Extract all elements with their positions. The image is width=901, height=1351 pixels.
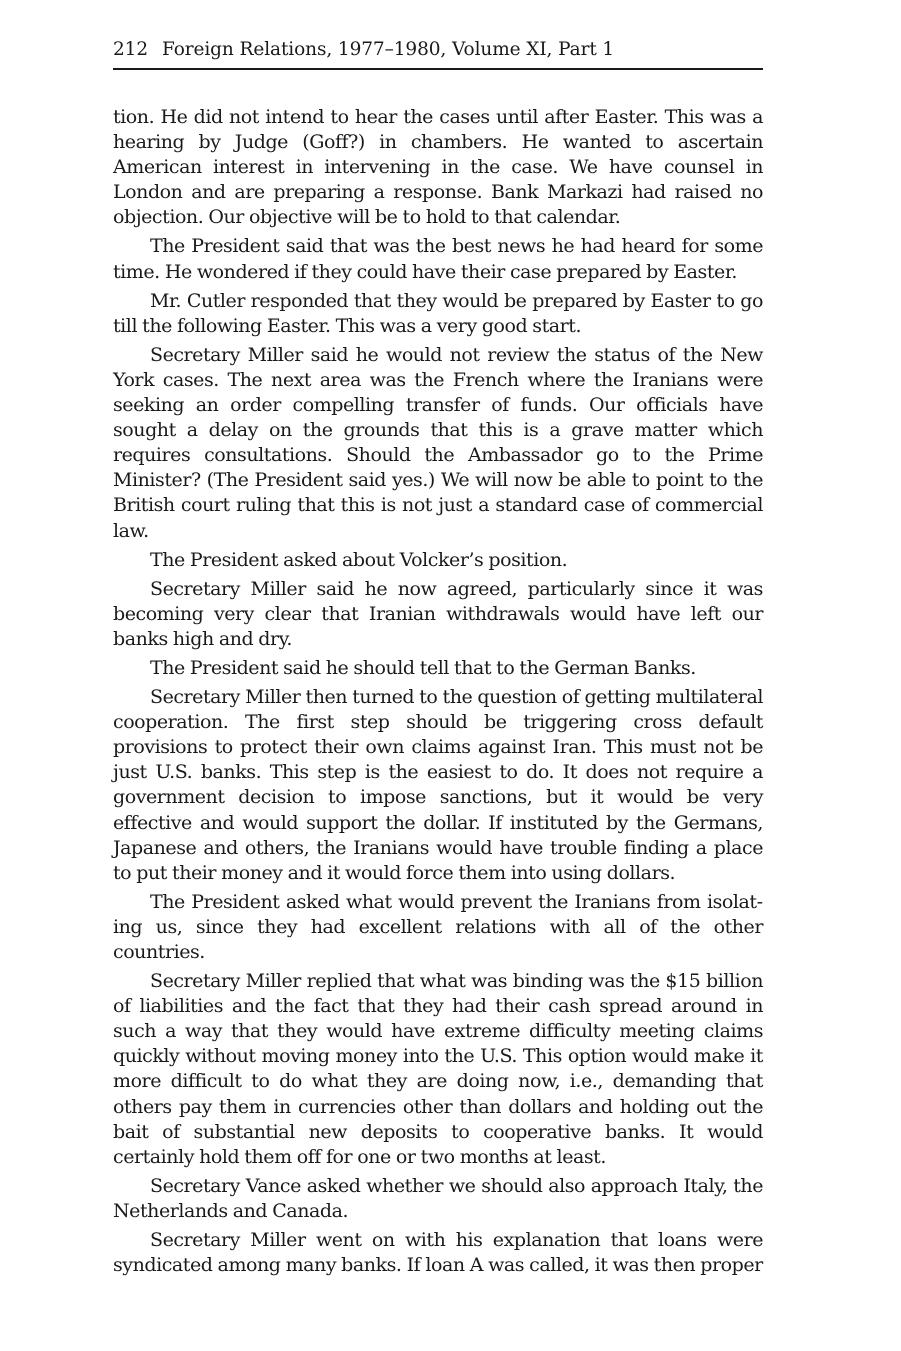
paragraph: Secretary Miller said he now agreed, particularly since it was becoming very clear that Iranian withdrawals would have left our banks high and dry. <box>113 577 763 650</box>
document-page <box>113 38 763 1282</box>
page-number: 212 <box>113 39 149 60</box>
paragraph: Secretary Miller replied that what was binding was the $15 billion of liabilities and the fact that they had their cash spread around in such a way that they would have extreme difficulty meeting claims quickly without moving money into the U.S. This option would make it more difficult to do what they are doing now, i.e., demanding that others pay them in currencies other than dollars and holding out the bait of substantial new deposits to cooperative banks. It would certainly hold them off for one or two months at least. <box>113 970 763 1168</box>
paragraph: The President said he should tell that to the German Banks. <box>150 656 696 679</box>
paragraph-continued: tion. He did not intend to hear the cases until after Easter. This was a hearing by Judge (Goff?) in chambers. He wanted to ascertain American interest in intervening in the case. We have counsel in London and are preparing a response. Bank Markazi had raised no objection. Our objective will be to hold to that calendar. <box>113 106 763 229</box>
paragraph: Secretary Vance asked whether we should also approach Italy, the Netherlands and Canada. <box>113 1174 763 1222</box>
paragraph: Secretary Miller said he would not review the status of the New York cases. The next area was the French where the Iranians were seeking an order compelling transfer of funds. Our officials have sought a delay on the grounds that this is a grave matter which requires consultations. Should the Ambassador go to the Prime Minister? (The President said yes.) We will now be able to point to the British court ruling that this is not just a standard case of commercial law. <box>113 343 763 542</box>
paragraph: Secretary Miller then turned to the question of getting multilateral cooperation. The first step should be triggering cross default provisions to protect their own claims against Iran. This must not be just U.S. banks. This step is the easiest to do. It does not require a government decision to impose sanctions, but it would be very effective and would support the dollar. If instituted by the Germans, Japanese and others, the Iranians would have trouble finding a place to put their money and it would force them into using dollars. <box>113 686 763 884</box>
body-text <box>113 105 763 1278</box>
paragraph: Mr. Cutler responded that they would be prepared by Easter to go till the following Easter. This was a very good start. <box>113 289 763 337</box>
paragraph: Secretary Miller went on with his explanation that loans were syndicated among many banks. If loan A was called, it was then proper <box>113 1229 763 1277</box>
paragraph: The President asked about Volcker’s position. <box>150 548 568 571</box>
running-title: Foreign Relations, 1977–1980, Volume XI, Part 1 <box>162 39 615 60</box>
running-head <box>113 38 763 62</box>
paragraph: The President asked what would prevent the Iranians from isolating us, since they had excellent relations with all of the other countries. <box>113 890 763 963</box>
header-rule <box>113 68 763 70</box>
paragraph: The President said that was the best news he had heard for some time. He wondered if they could have their case prepared by Easter. <box>113 235 763 283</box>
